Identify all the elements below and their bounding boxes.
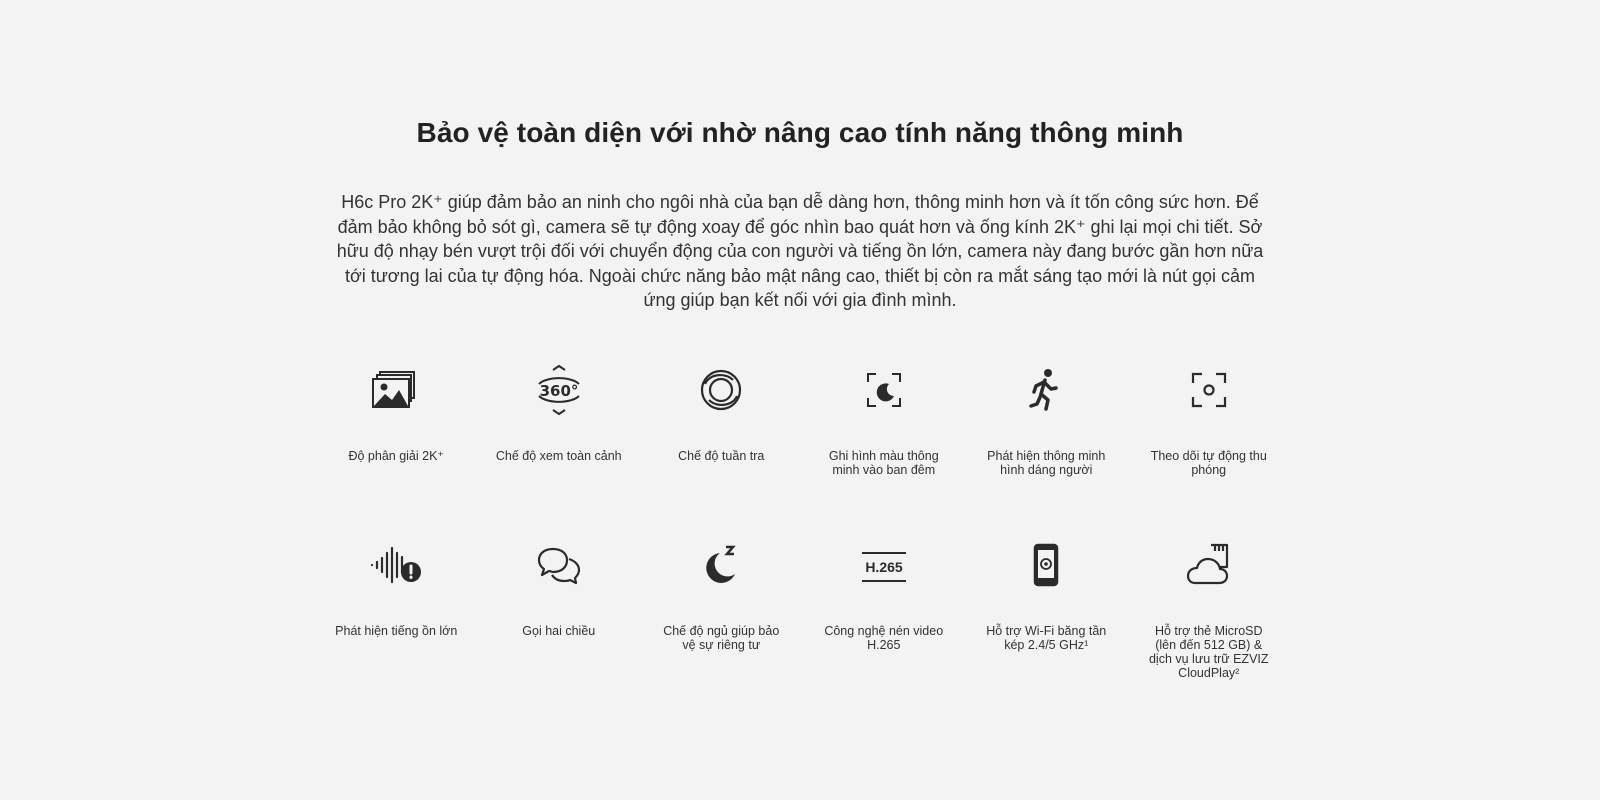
chat-bubbles-icon [529, 535, 589, 595]
feature-auto-zoom [1128, 360, 1291, 477]
feature-label: Gọi hai chiều [522, 624, 596, 638]
feature-label: Phát hiện tiếng ồn lớn [335, 624, 458, 638]
feature-label: Chế độ ngủ giúp bảo vệ sự riêng tư [663, 624, 780, 652]
feature-night-color [803, 360, 966, 477]
feature-label: Hỗ trợ thẻ MicroSD (lên đến 512 GB) & dịch vụ lưu trữ EZVIZ CloudPlay² [1148, 624, 1269, 680]
svg-text:360°: 360° [539, 382, 579, 400]
feature-row [315, 535, 1290, 680]
feature-label: Ghi hình màu thông minh vào ban đêm [828, 449, 939, 477]
sleep-moon-icon [691, 535, 751, 595]
image-stack-icon [366, 360, 426, 420]
feature-label: Độ phân giải 2K⁺ [348, 449, 445, 463]
night-color-icon [854, 360, 914, 420]
section-description: H6c Pro 2K⁺ giúp đảm bảo an ninh cho ngôi nhà của bạn dễ dàng hơn, thông minh hơn và ít tốn công sức hơn. Để đảm bảo không bỏ sót gì, camera sẽ tự động xoay để góc nhìn bao quát hơn và ống kính 2K⁺ ghi lại mọi chi tiết. Sở hữu độ nhạy bén vượt trội đối với chuyển động của con người và tiếng ồn lớn, camera này đang bước gần hơn nữa tới tương lai của tự động hóa. Ngoài chức năng bảo mật nâng cao, thiết bị còn ra mắt sáng tạo mới là nút gọi cảm ứng giúp bạn kết nối với gia đình mình. [336, 192, 1264, 310]
cloud-sd-icon [1179, 535, 1239, 595]
feature-two-way-call [478, 535, 641, 680]
feature-row [315, 360, 1290, 477]
rotate-360-icon [529, 360, 589, 420]
feature-dual-band-wifi [965, 535, 1128, 680]
feature-h265 [803, 535, 966, 680]
feature-label: Chế độ xem toàn cảnh [495, 449, 622, 463]
h265-icon-text: H.265 [865, 559, 903, 575]
feature-sound-detection [315, 535, 478, 680]
feature-patrol [640, 360, 803, 477]
feature-resolution [315, 360, 478, 477]
feature-label: Theo dõi tự động thu phóng [1150, 449, 1267, 477]
feature-label: Hỗ trợ Wi-Fi băng tần kép 2.4/5 GHz¹ [986, 624, 1107, 652]
section-title: Bảo vệ toàn diện với nhờ nâng cao tính năng thông minh [416, 117, 1184, 148]
running-person-icon [1016, 360, 1076, 420]
feature-panorama [478, 360, 641, 477]
feature-storage [1128, 535, 1291, 680]
auto-zoom-icon [1179, 360, 1239, 420]
feature-label: Phát hiện thông minh hình dáng người [987, 449, 1106, 477]
feature-sleep-mode [640, 535, 803, 680]
sound-alert-icon [366, 535, 426, 595]
feature-label: Chế độ tuần tra [678, 449, 765, 463]
h265-icon [854, 535, 914, 595]
feature-human-detection [965, 360, 1128, 477]
feature-label: Công nghệ nén video H.265 [824, 624, 944, 652]
patrol-icon [691, 360, 751, 420]
wifi-phone-icon [1016, 535, 1076, 595]
